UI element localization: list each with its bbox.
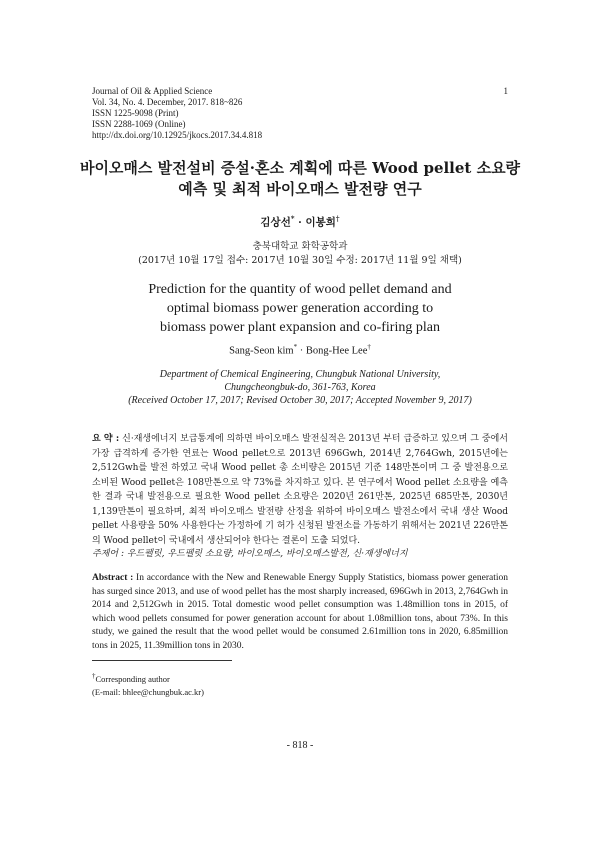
korean-abstract bbox=[92, 432, 508, 548]
journal-volume: Vol. 34, No. 4. December, 2017. 818~826 bbox=[92, 97, 243, 107]
english-author1: Sang-Seon kim bbox=[229, 345, 294, 357]
korean-dates: (2017년 10월 17일 접수: 2017년 10월 30일 수정: 2017년 11월 9일 채택) bbox=[138, 255, 462, 266]
footnote-email: (E-mail: bhlee@chungbuk.ac.kr) bbox=[92, 686, 204, 697]
footnote-corresponding: Corresponding author bbox=[95, 673, 170, 684]
english-abstract bbox=[92, 572, 508, 653]
korean-author1: 김상선 bbox=[260, 216, 291, 229]
english-authors bbox=[60, 343, 540, 357]
english-affil-line2: Chungcheongbuk-do, 361-763, Korea bbox=[224, 382, 376, 393]
footnote-mark: † bbox=[92, 672, 96, 680]
korean-title bbox=[60, 158, 540, 200]
top-page-number: 1 bbox=[503, 86, 508, 96]
korean-abstract-text: 신·재생에너지 보급통계에 의하면 바이오매스 발전실적은 2013년 부터 급증하고 있으며 그 중에서 가장 급격하게 증가한 연료는 Wood pellet으로 2013년 696Gwh, 2014년 2,764Gwh, 2015년에는 2,512Gwh를 발전 하였고 국내 Wood pellet 총 소비량은 2015년 기준 148만톤이며 그 중 발전용으로 소비된 Wood pellet은 108만톤으로 약 73%를 차지하고 있다. 본 연구에서 Wood pellet 소요량을 예측한 결과 국내 발전용으로 필요한 Wood pellet 소요량은 2020년 261만톤, 2025년 685만톤, 2030년 1,139만톤이 필요하며, 최적 바이오매스 발전량 산정을 위하여 바이오매스 발전소에서 국내 생산 Wood pellet 사용량을 50% 사용한다는 가정하에 기 허가 신청된 발전소를 가동하기 위해서는 2021년 226만톤의 Wood pellet이 국내에서 생산되어야 한다는 결론이 도출 되었다. bbox=[92, 434, 509, 546]
korean-title-line1: 바이오매스 발전설비 증설·혼소 계획에 따른 Wood pellet 소요량 bbox=[79, 159, 521, 177]
english-title-line2: optimal biomass power generation according to bbox=[166, 301, 434, 316]
korean-author2: 이봉희 bbox=[305, 216, 336, 229]
footer-page-number: - 818 - bbox=[286, 740, 314, 751]
english-author2: Bong-Hee Lee bbox=[305, 345, 368, 357]
english-author1-mark: * bbox=[293, 343, 298, 351]
journal-info bbox=[92, 86, 262, 141]
english-author-separator: · bbox=[297, 345, 306, 357]
issn-print: ISSN 1225-9098 (Print) bbox=[92, 108, 179, 118]
english-abstract-text: In accordance with the New and Renewable Energy Supply Statistics, biomass power generation has surged since 2013, and use of wood pellet has the most sharply increased, 696Gwh in 2013, 2,764Gwh in 2014 and 2,512Gwh in 2015. Total domestic wood pellet consumption was 1.48million tons in 2015, of which wood pellets consumed for power generation account for about 1.08million tons, about 73%. In this study, we gained the result that the wood pellet would be consumed 2.61million tons in 2020, 6.85million tons in 2025, 11.39million tons in 2030. bbox=[92, 573, 508, 651]
english-abstract-label: Abstract : bbox=[92, 573, 134, 583]
korean-abstract-label: 요 약 : bbox=[92, 434, 120, 444]
korean-title-line2: 예측 및 최적 바이오매스 발전량 연구 bbox=[178, 180, 422, 198]
korean-author2-mark: † bbox=[335, 214, 340, 223]
english-affil-line1: Department of Chemical Engineering, Chungbuk National University, bbox=[159, 369, 441, 380]
korean-affiliation: 충북대학교 화학공학과 bbox=[252, 241, 348, 252]
journal-name: Journal of Oil & Applied Science bbox=[92, 86, 213, 96]
english-title-line1: Prediction for the quantity of wood pellet demand and bbox=[148, 282, 452, 297]
korean-author-separator: · bbox=[294, 216, 306, 229]
korean-authors bbox=[60, 214, 540, 230]
english-author2-mark: † bbox=[367, 343, 371, 351]
korean-author1-mark: * bbox=[290, 214, 295, 223]
english-title-line3: biomass power plant expansion and co-firing plan bbox=[160, 320, 440, 335]
issn-online: ISSN 2288-1069 (Online) bbox=[92, 119, 186, 129]
english-affiliation bbox=[60, 368, 540, 407]
english-dates: (Received October 17, 2017; Revised October 30, 2017; Accepted November 9, 2017) bbox=[128, 395, 472, 406]
korean-keywords: 주제어 : 우드펠릿, 우드펠릿 소요량, 바이오매스, 바이오매스발전, 신·재생에너지 bbox=[92, 549, 408, 559]
footnote bbox=[92, 670, 204, 699]
english-title bbox=[60, 280, 540, 337]
doi-link[interactable]: http://dx.doi.org/10.12925/jkocs.2017.34.4.818 bbox=[92, 130, 263, 140]
footnote-divider bbox=[92, 660, 232, 661]
